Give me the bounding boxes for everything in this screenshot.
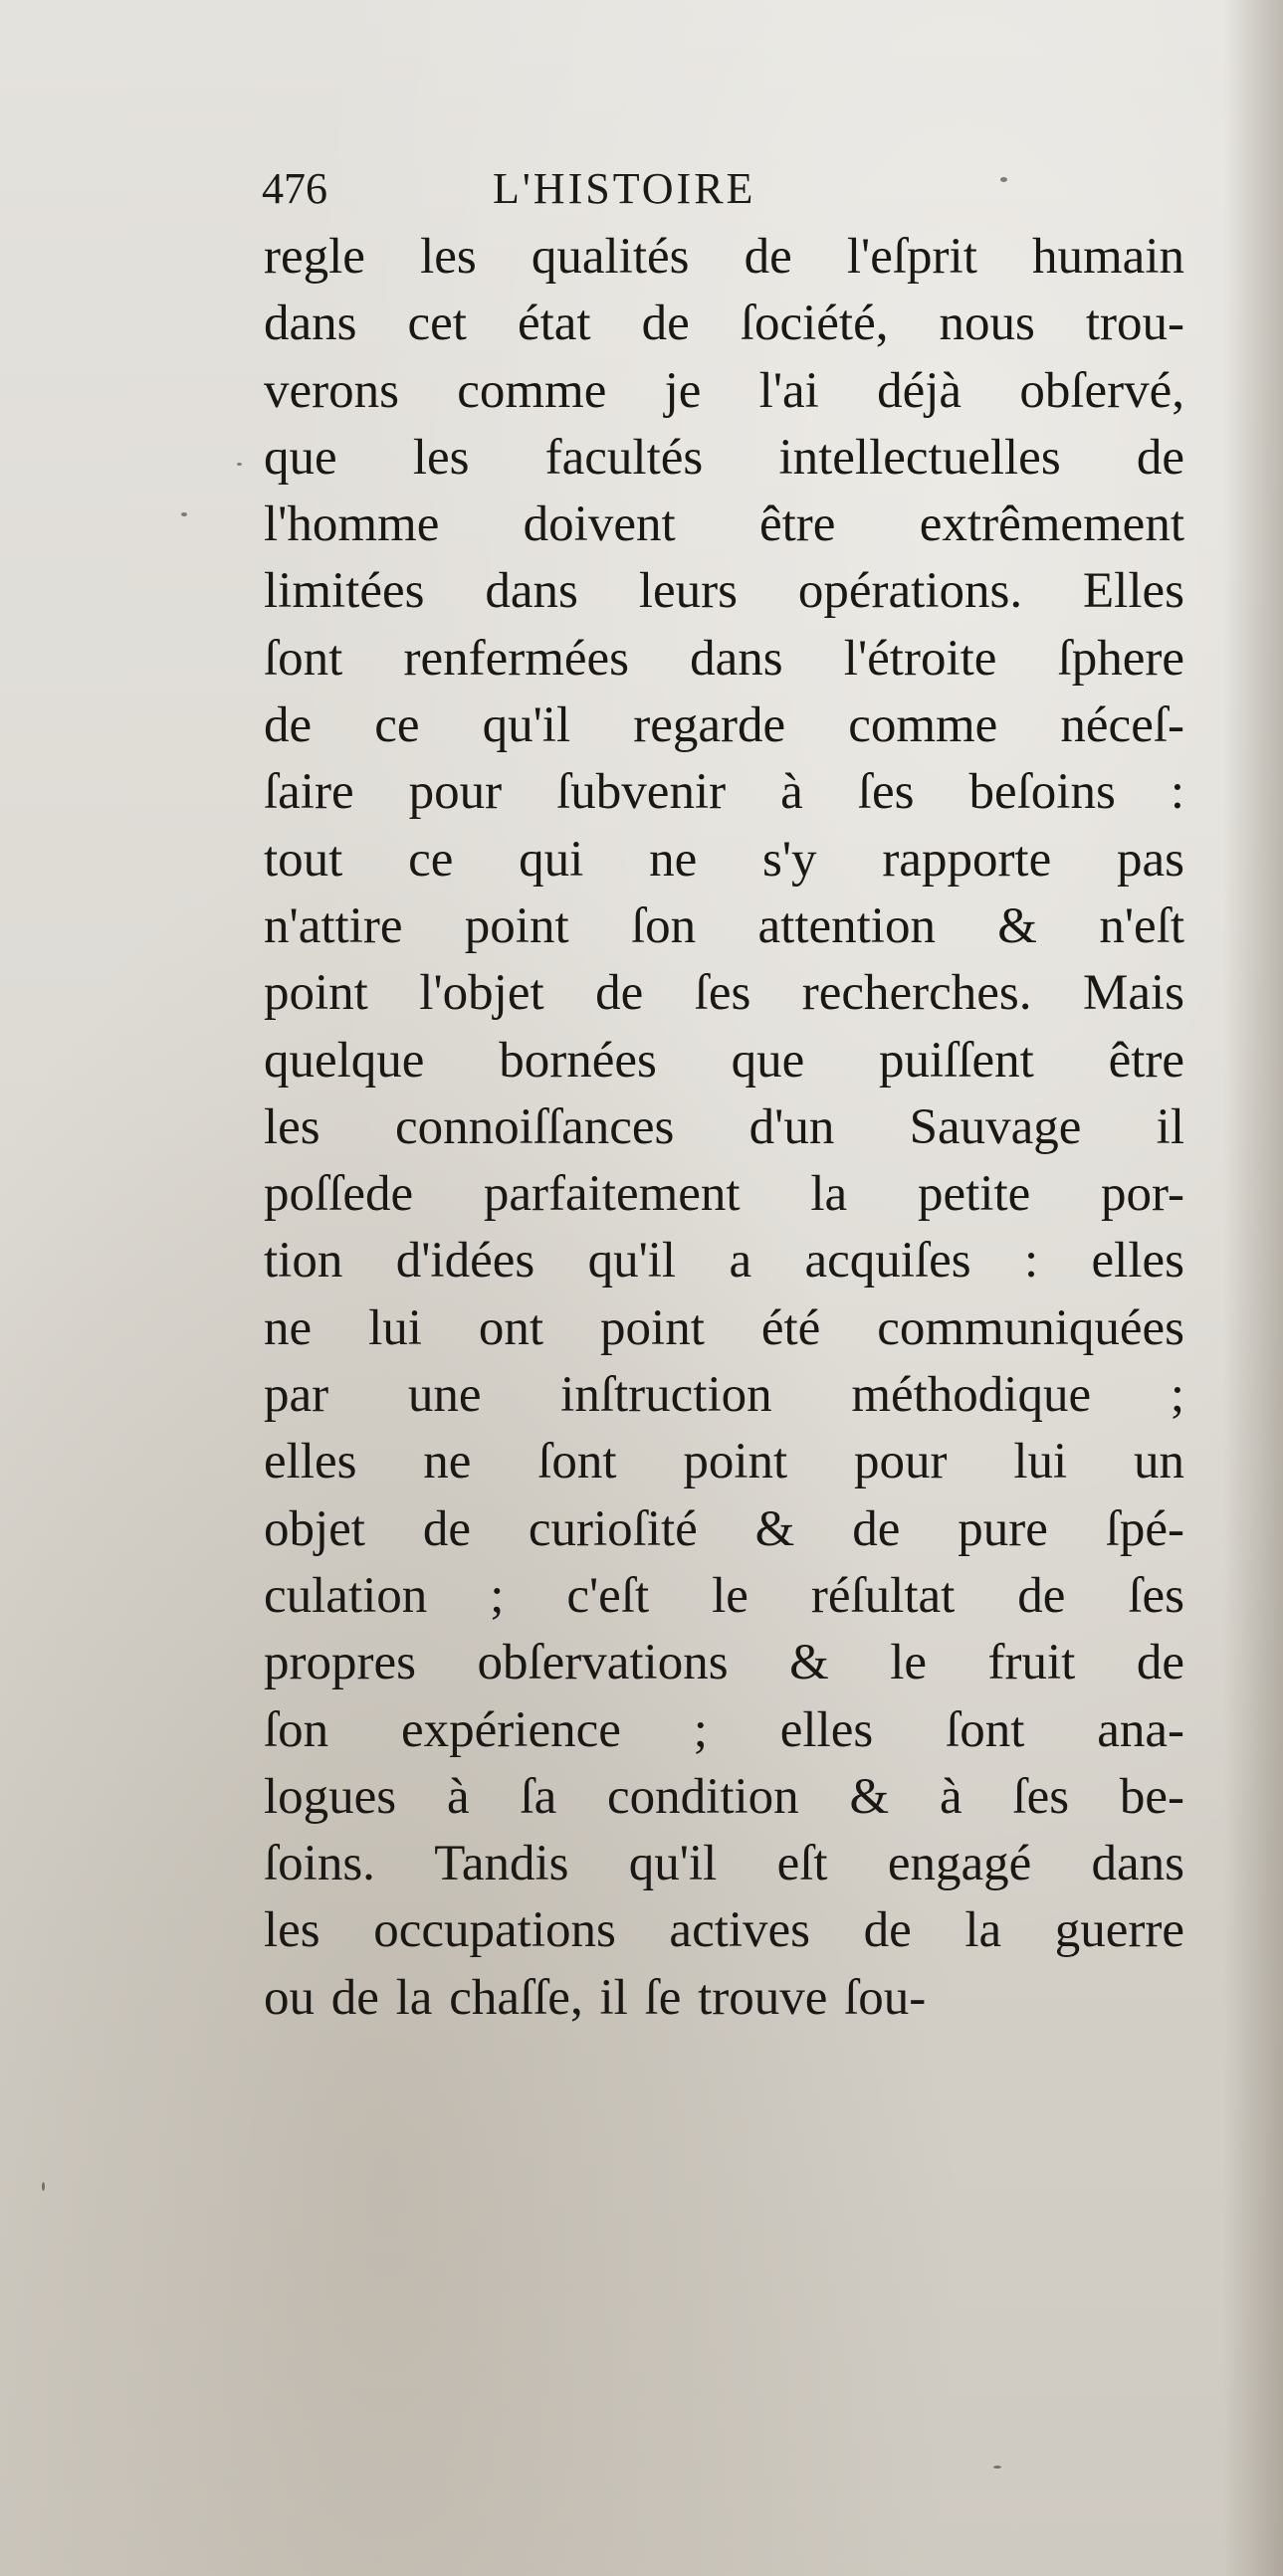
paper-speck: [237, 463, 242, 466]
text-line: objet de curioſité & de pure ſpé-: [264, 1500, 1184, 1557]
paper-speck: [993, 2466, 1001, 2469]
text-line: les connoiſſances d'un Sauvage il: [264, 1098, 1184, 1155]
text-line: tion d'idées qu'il a acquiſes : elles: [264, 1233, 1184, 1289]
text-line: culation ; c'eſt le réſultat de ſes: [264, 1567, 1184, 1624]
text-line: l'homme doivent être extrêmement: [264, 496, 1184, 553]
text-line: ſoins. Tandis qu'il eſt engagé dans: [264, 1836, 1184, 1892]
text-line: verons comme je l'ai déjà obſervé,: [264, 362, 1184, 419]
text-line: n'attire point ſon attention & n'eſt: [264, 897, 1184, 954]
text-line: de ce qu'il regarde comme néceſ-: [264, 697, 1184, 754]
text-line: ſaire pour ſubvenir à ſes beſoins :: [264, 764, 1184, 821]
text-line: quelque bornées que puiſſent être: [264, 1032, 1184, 1089]
text-line: que les facultés intellectuelles de: [264, 429, 1184, 486]
text-line: par une inſtruction méthodique ;: [264, 1367, 1184, 1424]
text-line: ſont renfermées dans l'étroite ſphere: [264, 630, 1184, 687]
text-line: propres obſervations & le fruit de: [264, 1635, 1184, 1691]
running-head: [262, 159, 978, 219]
page-number: 476: [262, 164, 327, 213]
text-line: ſon expérience ; elles ſont ana-: [264, 1701, 1184, 1758]
text-line: ou de la chaſſe, il ſe trouve ſou-: [264, 1969, 927, 2026]
paper-speck: [181, 512, 187, 516]
text-line: elles ne ſont point pour lui un: [264, 1434, 1184, 1490]
paper-speck: [1000, 177, 1007, 182]
paper-speck: [42, 2182, 45, 2191]
running-head-title: L'HISTOIRE: [493, 164, 756, 213]
body-text: [264, 224, 1184, 2032]
text-line: les occupations actives de la guerre: [264, 1902, 1184, 1959]
text-line: tout ce qui ne s'y rapporte pas: [264, 831, 1184, 888]
text-line: regle les qualités de l'eſprit humain: [264, 229, 1184, 285]
text-line: dans cet état de ſociété, nous trou-: [264, 296, 1184, 352]
text-line: limitées dans leurs opérations. Elles: [264, 563, 1184, 620]
page-edge-shadow: [1223, 0, 1283, 2576]
text-line: point l'objet de ſes recherches. Mais: [264, 965, 1184, 1022]
text-line: poſſede parfaitement la petite por-: [264, 1166, 1184, 1223]
text-line: logues à ſa condition & à ſes be-: [264, 1768, 1184, 1825]
text-line: ne lui ont point été communiquées: [264, 1299, 1184, 1356]
